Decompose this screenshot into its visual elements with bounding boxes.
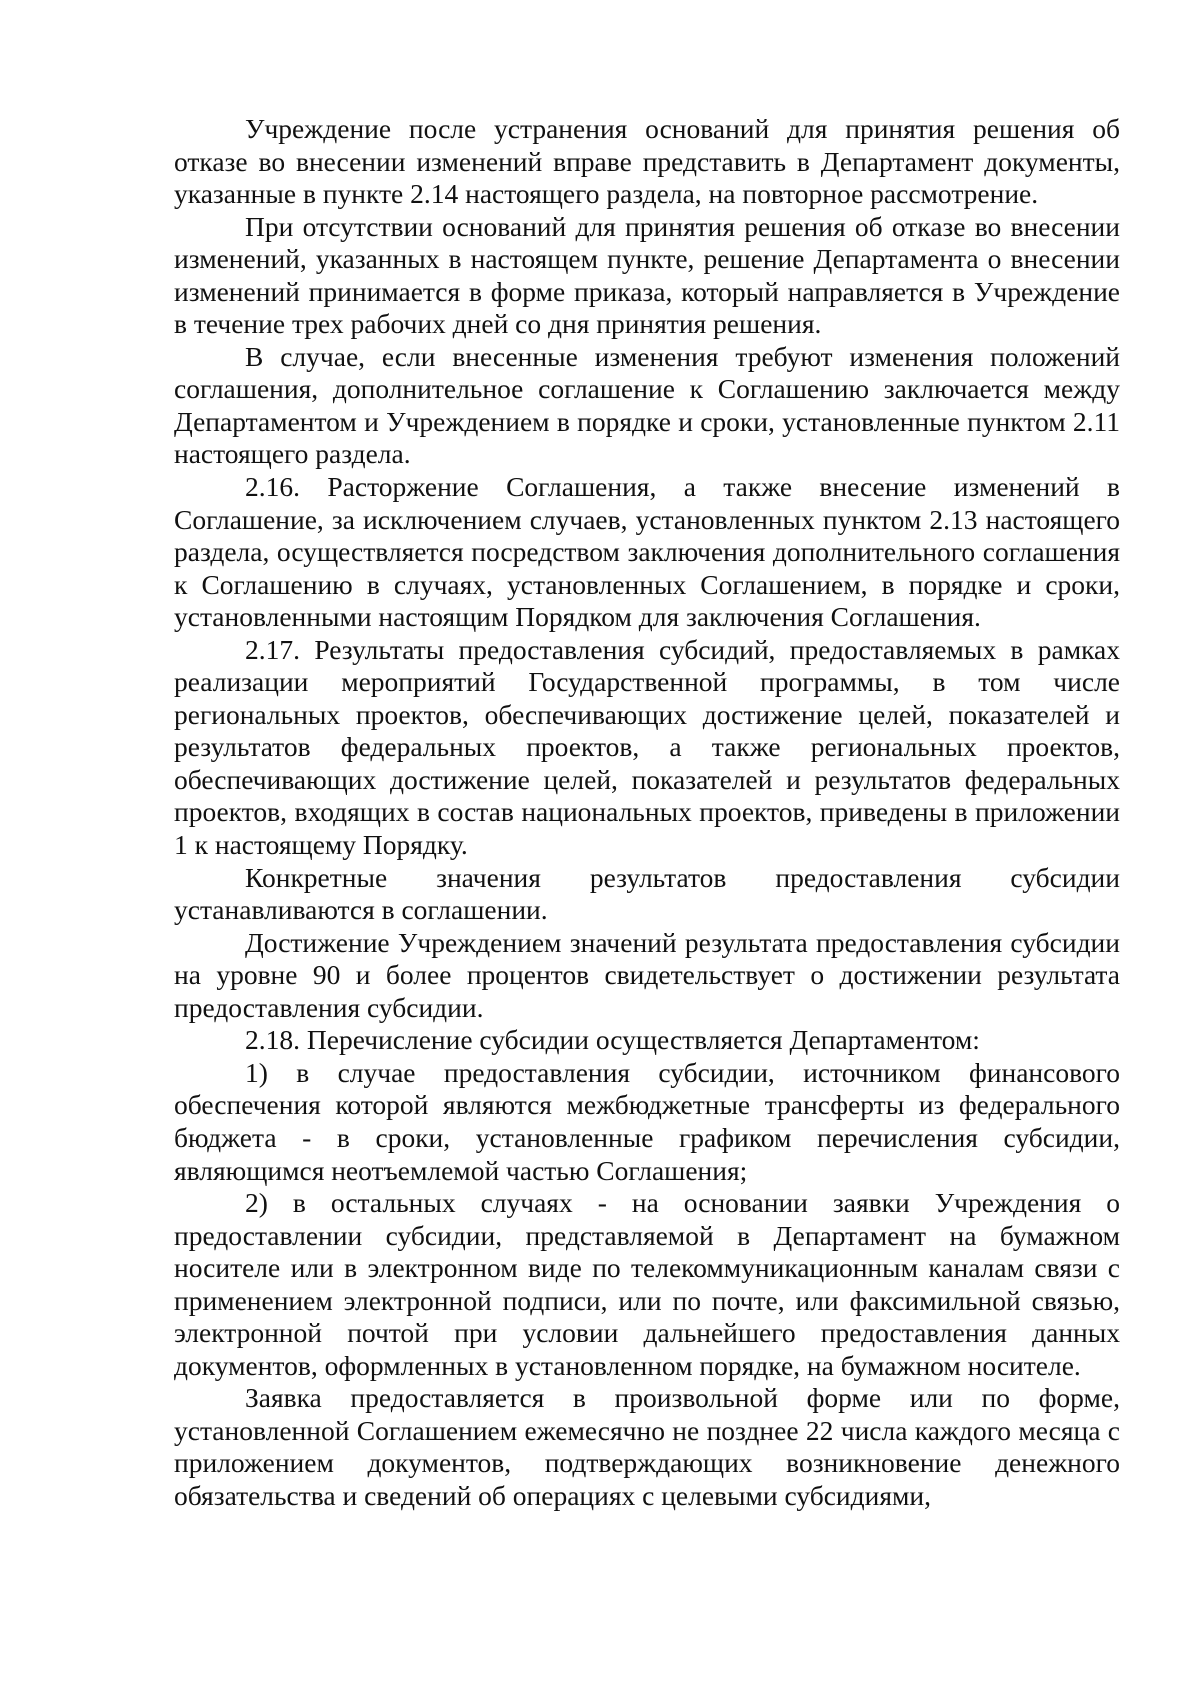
paragraph-2-17: 2.17. Результаты предоставления субсидий, предоставляемых в рамках реализации мероприятий Государственной программы, в том числе региональных проектов, обеспечивающих достижение целей, показателей и результатов федеральных проектов, а также региональных проектов, обеспечивающих достижение целей, показателей и результатов федеральных проектов, входящих в состав национальных проектов, приведены в приложении 1 к настоящему Порядку. bbox=[174, 633, 1120, 861]
paragraph-specific-values: Конкретные значения результатов предоставления субсидии устанавливаются в соглашении. bbox=[174, 861, 1120, 926]
paragraph-2-16: 2.16. Расторжение Соглашения, а также внесение изменений в Соглашение, за исключением случаев, установленных пунктом 2.13 настоящего раздела, осуществляется посредством заключения дополнительного соглашения к Соглашению в случаях, установленных Соглашением, в порядке и сроки, установленными настоящим Порядком для заключения Соглашения. bbox=[174, 471, 1120, 633]
paragraph-no-refusal-grounds: При отсутствии оснований для принятия решения об отказе во внесении изменений, указанных в настоящем пункте, решение Департамента о внесении изменений принимается в форме приказа, который направляется в Учреждение в течение трех рабочих дней со дня принятия решения. bbox=[174, 210, 1120, 340]
paragraph-achievement: Достижение Учреждением значений результата предоставления субсидии на уровне 90 и более процентов свидетельствует о достижении результата предоставления субсидии. bbox=[174, 926, 1120, 1023]
paragraph-resubmission: Учреждение после устранения оснований для принятия решения об отказе во внесении изменений вправе представить в Департамент документы, указанные в пункте 2.14 настоящего раздела, на повторное рассмотрение. bbox=[174, 113, 1120, 210]
document-page bbox=[174, 113, 1120, 1513]
paragraph-2-18: 2.18. Перечисление субсидии осуществляется Департаментом: bbox=[245, 1024, 980, 1056]
paragraph-application: Заявка предоставляется в произвольной форме или по форме, установленной Соглашением ежемесячно не позднее 22 числа каждого месяца с приложением документов, подтверждающих возникновение денежного обязательства и сведений об операциях с целевыми субсидиями, bbox=[174, 1382, 1120, 1511]
paragraph-item-2: 2) в остальных случаях - на основании заявки Учреждения о предоставлении субсидии, представляемой в Департамент на бумажном носителе или в электронном виде по телекоммуникационным каналам связи с применением электронной подписи, или по почте, или факсимильной связью, электронной почтой при условии дальнейшего предоставления данных документов, оформленных в установленном порядке, на бумажном носителе. bbox=[174, 1187, 1120, 1381]
paragraph-item-1: 1) в случае предоставления субсидии, источником финансового обеспечения которой являются межбюджетные трансферты из федерального бюджета - в сроки, установленные графиком перечисления субсидии, являющимся неотъемлемой частью Соглашения; bbox=[174, 1056, 1120, 1186]
paragraph-additional-agreement: В случае, если внесенные изменения требуют изменения положений соглашения, дополнительное соглашение к Соглашению заключается между Департаментом и Учреждением в порядке и сроки, установленные пунктом 2.11 настоящего раздела. bbox=[174, 340, 1120, 470]
